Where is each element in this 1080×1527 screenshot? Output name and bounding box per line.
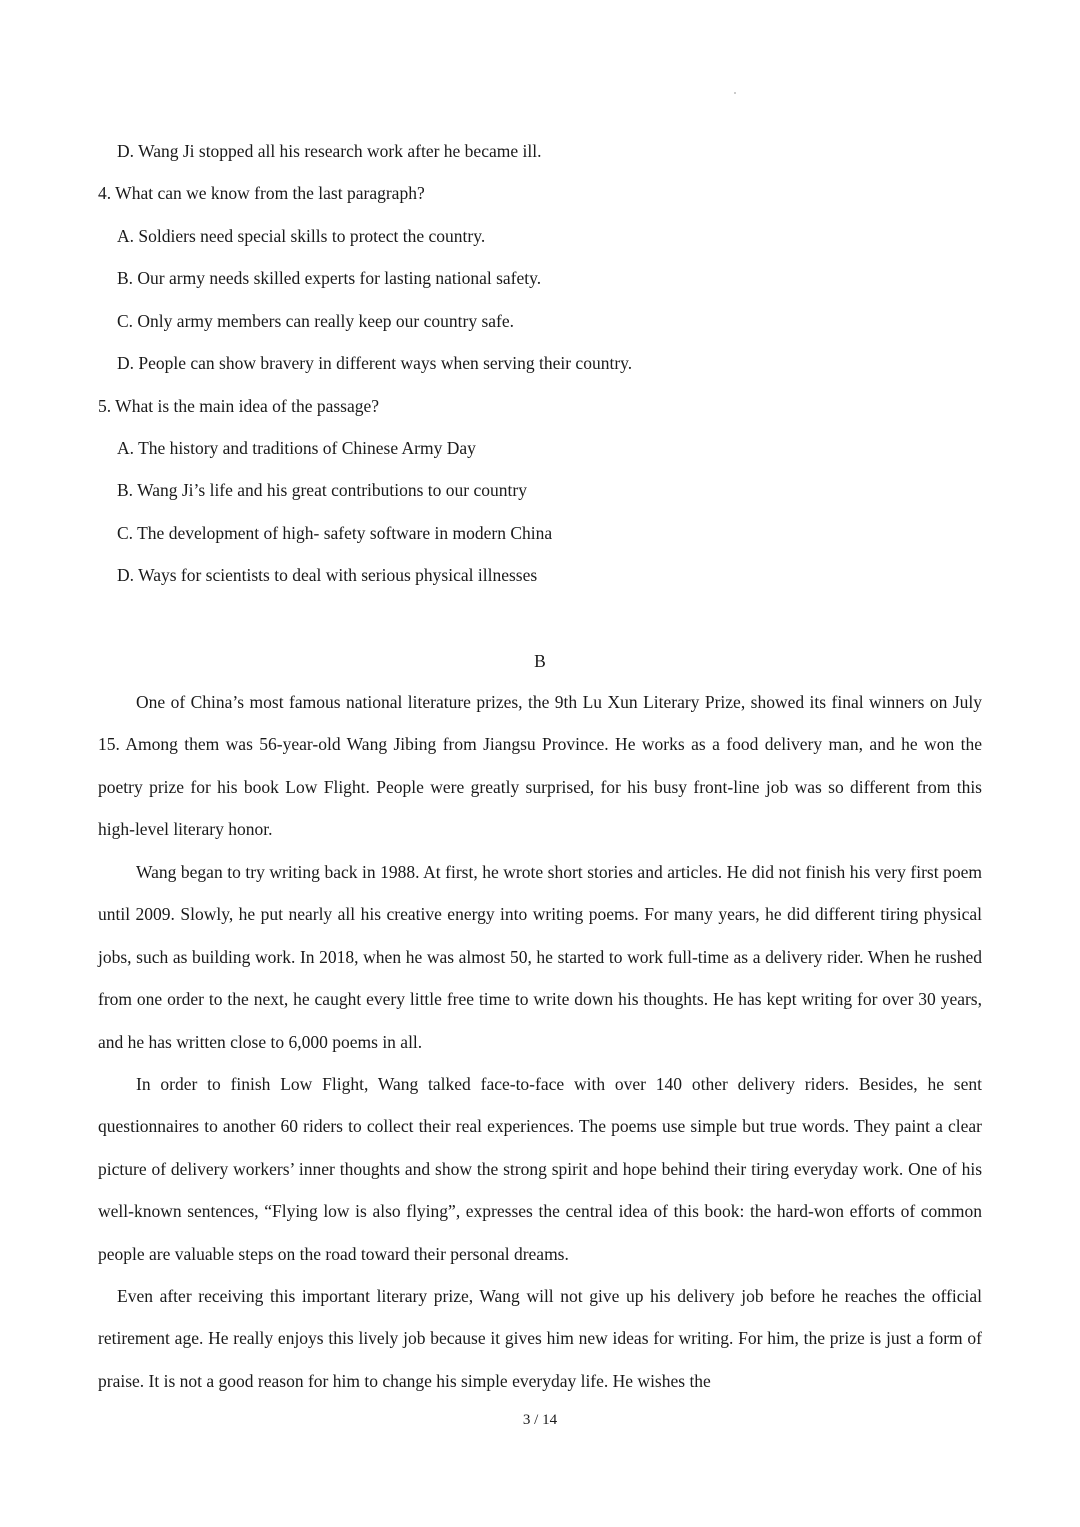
q4-option-d: D. People can show bravery in different ways when serving their country.: [117, 353, 633, 373]
passage-b-paragraph-1: One of China’s most famous national literature prizes, the 9th Lu Xun Literary Prize, showed its final winners on July 15. Among them was 56-year-old Wang Jibing from Jiangsu Province. He works as a food delivery man, and he won the poetry prize for his book Low Flight. People were greatly surprised, for his busy front-line job was so different from this high-level literary honor.: [98, 692, 982, 840]
q5-stem: 5. What is the main idea of the passage?: [98, 396, 380, 416]
q5-option-b: B. Wang Ji’s life and his great contributions to our country: [117, 480, 527, 500]
q4-option-a: A. Soldiers need special skills to protect the country.: [117, 226, 486, 246]
section-b-title: B: [534, 651, 546, 671]
passage-b-paragraph-2: Wang began to try writing back in 1988. At first, he wrote short stories and articles. He did not finish his very first poem until 2009. Slowly, he put nearly all his creative energy into writing poems. For many years, he did different tiring physical jobs, such as building work. In 2018, when he was almost 50, he started to work full-time as a delivery rider. When he rushed from one order to the next, he caught every little free time to write down his thoughts. He has kept writing for over 30 years, and he has written close to 6,000 poems in all.: [98, 862, 982, 1052]
q5-option-a: A. The history and traditions of Chinese Army Day: [117, 438, 476, 458]
q4-option-b: B. Our army needs skilled experts for lasting national safety.: [117, 268, 542, 288]
q3-option-d: D. Wang Ji stopped all his research work after he became ill.: [117, 141, 542, 161]
passage-b-paragraph-3: In order to finish Low Flight, Wang talked face-to-face with over 140 other delivery riders. Besides, he sent questionnaires to another 60 riders to collect their real experiences. The poems use simple but true words. They paint a clear picture of delivery workers’ inner thoughts and show the strong spirit and hope behind their tiring everyday work. One of his well-known sentences, “Flying low is also flying”, expresses the central idea of this book: the hard-won efforts of common people are valuable steps on the road toward their personal dreams.: [98, 1074, 982, 1264]
passage-b-paragraph-4: Even after receiving this important literary prize, Wang will not give up his delivery job before he reaches the official retirement age. He really enjoys this lively job because it gives him new ideas for writing. For him, the prize is just a form of praise. It is not a good reason for him to change his simple everyday life. He wishes the: [98, 1286, 982, 1391]
q5-option-d: D. Ways for scientists to deal with serious physical illnesses: [117, 565, 538, 585]
q5-option-c: C. The development of high- safety software in modern China: [117, 523, 553, 543]
scan-speck: [734, 92, 736, 94]
page-number: 3 / 14: [522, 1412, 558, 1428]
q4-option-c: C. Only army members can really keep our country safe.: [117, 311, 515, 331]
q4-stem: 4. What can we know from the last paragraph?: [98, 183, 425, 203]
